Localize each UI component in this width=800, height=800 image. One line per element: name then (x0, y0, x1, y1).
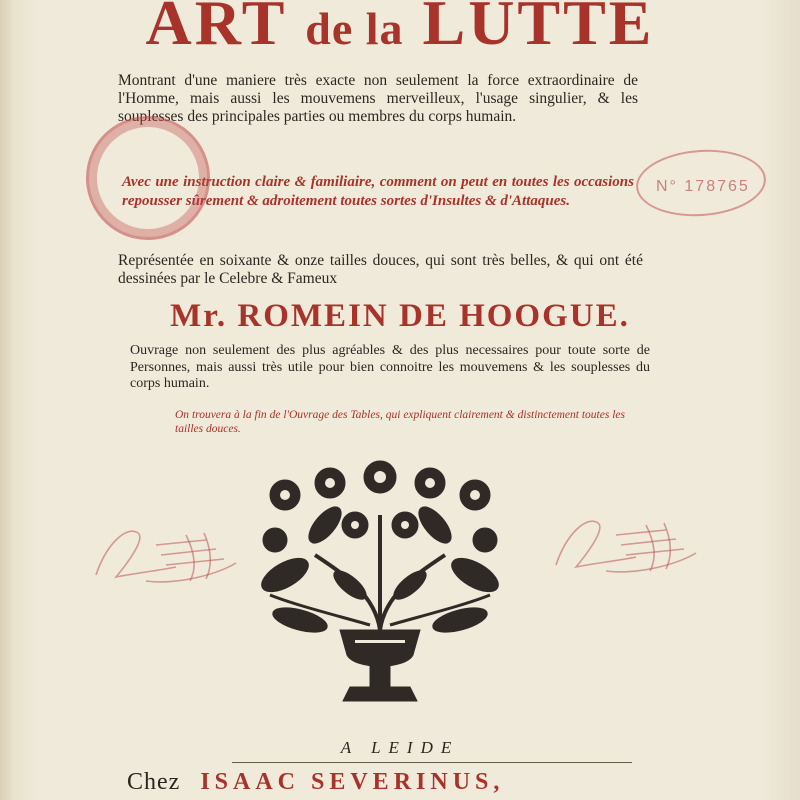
ouvrage-text: Ouvrage non seulement des plus agréables & des plus necessaires pour toute sorte de Personnes, mais aussi très utile pour bien connoitre les mouvemens & les souplesses du corps humain. (130, 343, 650, 391)
book-title (0, 0, 800, 60)
publisher-name: ISAAC SEVERINUS, (200, 769, 505, 795)
acquisition-number: N° 178765 (656, 178, 750, 195)
tables-note: On trouvera à la fin de l'Ouvrage des Tables, qui expliquent clairement & distinctement toutes les tailles douces. (175, 409, 625, 435)
title-lutte: LUTTE (422, 0, 655, 58)
instruction-text: Avec une instruction claire & familiaire, comment on peut en toutes les occasions repousser sûrement & adroitement toutes sortes d'Insultes & d'Attaques. (122, 174, 634, 209)
place-of-publication: A LEIDE (340, 738, 460, 757)
artist-name: Mr. ROMEIN DE HOOGUE. (170, 298, 630, 334)
library-stamp (78, 108, 218, 248)
title-art: ART (145, 0, 287, 58)
signature-left (86, 515, 246, 595)
flower-vase-woodcut (255, 455, 505, 717)
description-text: Montrant d'une maniere très exacte non seulement la force extraordinaire de l'Homme, mais aussi les mouvemens merveilleux, l'usage singulier, & les souplesses des principales parties ou membres du corps humain. (118, 72, 638, 125)
divider-rule (232, 762, 632, 763)
title-de-la: de la (305, 3, 404, 54)
imprint-line (127, 769, 504, 796)
representation-text: Représentée en soixante & onze tailles douces, qui sont très belles, & qui ont été dessinées par le Celebre & Fameux (118, 252, 643, 287)
signature-right (546, 505, 706, 585)
chez-label: Chez (127, 769, 181, 795)
